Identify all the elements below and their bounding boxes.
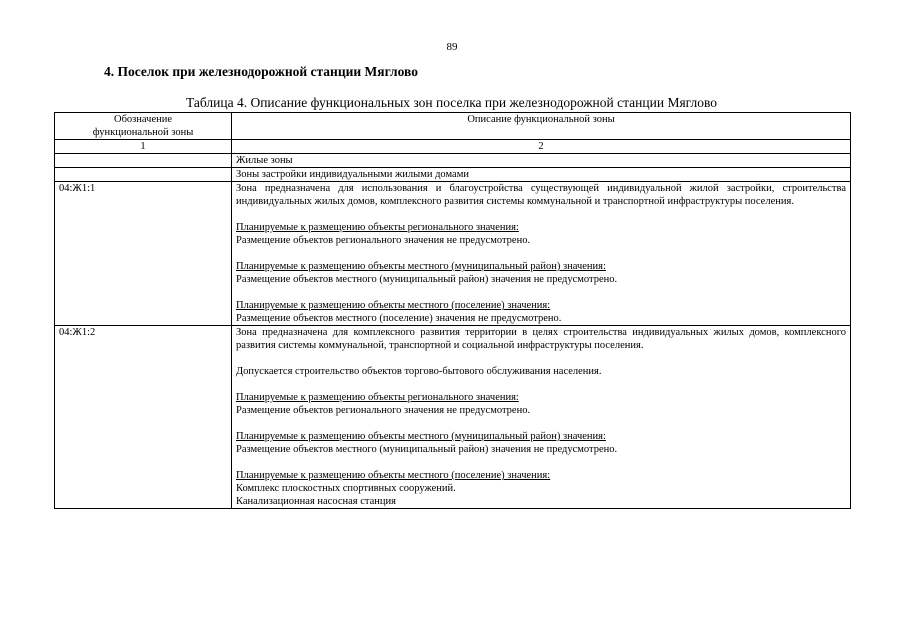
table-caption: Таблица 4. Описание функциональных зон поселка при железнодорожной станции Мяглово	[185, 95, 718, 110]
settlement-objects-heading: Планируемые к размещению объекты местного (поселение) значения:	[236, 300, 551, 311]
zone-purpose-text: Зона предназначена для комплексного развития территории в целях строительства индивидуальных жилых домов, комплексного развития системы коммунальной, транспортной и социальной инфраструктуры поселения.	[236, 327, 846, 351]
zone-description	[232, 182, 851, 326]
group-row-empty-cell	[55, 154, 232, 168]
table-header-row	[55, 113, 851, 140]
zone-code: 04:Ж1:2	[55, 326, 232, 509]
regional-objects-text: Размещение объектов регионального значения не предусмотрено.	[236, 405, 531, 416]
header-zone-code-line2: функциональной зоны	[92, 127, 194, 138]
district-objects-text: Размещение объектов местного (муниципальный район) значения не предусмотрено.	[236, 274, 618, 285]
regional-objects-heading: Планируемые к размещению объекты регионального значения:	[236, 392, 519, 403]
zones-table	[54, 112, 851, 509]
group-row-empty-cell	[55, 168, 232, 182]
page-number: 89	[446, 41, 458, 53]
zone-purpose-text: Зона предназначена для использования и благоустройства существующей индивидуальной жилой застройки, строительства индивидуальных жилых домов, комплексного развития системы коммунальной и транспортной инфраструктуры поселения.	[236, 183, 846, 207]
header-zone-code	[55, 113, 232, 140]
zone-code: 04:Ж1:1	[55, 182, 232, 326]
allowed-construction-text: Допускается строительство объектов торгово-бытового обслуживания населения.	[236, 366, 602, 377]
settlement-objects-heading: Планируемые к размещению объекты местного (поселение) значения:	[236, 470, 551, 481]
district-objects-text: Размещение объектов местного (муниципальный район) значения не предусмотрено.	[236, 444, 618, 455]
district-objects-heading: Планируемые к размещению объекты местного (муниципальный район) значения:	[236, 431, 606, 442]
settlement-objects-text: Размещение объектов местного (поселение) значения не предусмотрено.	[236, 313, 562, 324]
header-zone-code-line1: Обозначение	[113, 114, 173, 125]
group-row-residential	[55, 154, 851, 168]
group-row-label: Жилые зоны	[232, 154, 851, 168]
settlement-object-item: Комплекс плоскостных спортивных сооружений.	[236, 483, 456, 494]
table-row	[55, 326, 851, 509]
column-number-2: 2	[232, 140, 851, 154]
regional-objects-text: Размещение объектов регионального значения не предусмотрено.	[236, 235, 531, 246]
group-row-label: Зоны застройки индивидуальными жилыми домами	[232, 168, 851, 182]
district-objects-heading: Планируемые к размещению объекты местного (муниципальный район) значения:	[236, 261, 606, 272]
regional-objects-heading: Планируемые к размещению объекты регионального значения:	[236, 222, 519, 233]
column-number-1: 1	[55, 140, 232, 154]
zone-description	[232, 326, 851, 509]
settlement-object-item: Канализационная насосная станция	[236, 496, 396, 507]
section-heading: 4. Поселок при железнодорожной станции Мяглово	[104, 64, 418, 79]
table-numbering-row	[55, 140, 851, 154]
table-row	[55, 182, 851, 326]
group-row-individual-housing	[55, 168, 851, 182]
header-zone-description: Описание функциональной зоны	[232, 113, 851, 140]
